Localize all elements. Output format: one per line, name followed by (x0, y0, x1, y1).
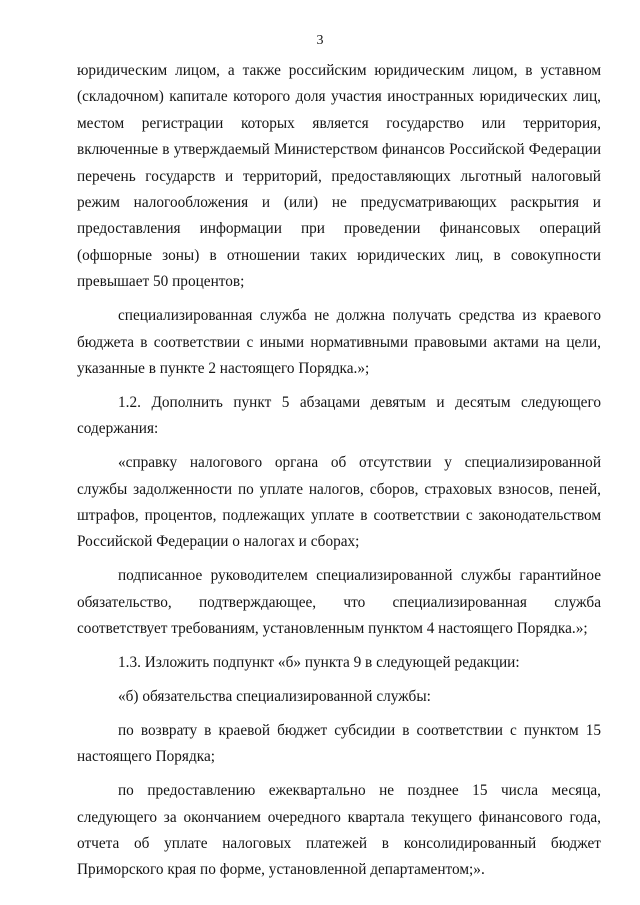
paragraph-subsidy-return: по возврату в краевой бюджет субсидии в соответствии с пунктом 15 настоящего Порядка; (77, 721, 601, 766)
document-body (77, 58, 601, 884)
paragraph-offshore-criteria: юридическим лицом, а также российским юридическим лицом, в уставном (складочном) капитале которого доля участия иностранных юридических лиц, местом регистрации которых является государство или территория, включенные в утверждаемый Министерством финансов Российской Федерации перечень государств и территорий, предоставляющих льготный налоговый режим налогообложения и (или) не предусматривающих раскрытия и предоставления информации при проведении финансовых операций (офшорные зоны) в отношении таких юридических лиц, в совокупности превышает 50 процентов; (77, 62, 601, 291)
paragraph-subitem-b: «б) обязательства специализированной службы: (118, 687, 431, 705)
paragraph-tax-certificate: «справку налогового органа об отсутствии у специализированной службы задолженности по уплате налогов, сборов, страховых взносов, пеней, штрафов, процентов, подлежащих уплате в соответствии с законодательством Российской Федерации о налогах и сборах; (77, 454, 601, 551)
paragraph-quarterly-report: по предоставлению ежеквартально не позднее 15 числа месяца, следующего за окончанием очередного квартала текущего финансового года, отчета об уплате налоговых платежей в консолидированный бюджет Приморского края по форме, установленной департаментом;». (77, 782, 601, 879)
paragraph-budget-funds: специализированная служба не должна получать средства из краевого бюджета в соответствии с иными нормативными правовыми актами на цели, указанные в пункте 2 настоящего Порядка.»; (77, 307, 601, 377)
paragraph-item-1-3: 1.3. Изложить подпункт «б» пункта 9 в следующей редакции: (118, 654, 520, 672)
paragraph-guarantee-obligation: подписанное руководителем специализированной службы гарантийное обязательство, подтверждающее, что специализированная служба соответствует требованиям, установленным пунктом 4 настоящего Порядка.»; (77, 567, 601, 638)
page-number: 3 (316, 33, 324, 48)
paragraph-item-1-2: 1.2. Дополнить пункт 5 абзацами девятым и десятым следующего содержания: (77, 393, 601, 438)
